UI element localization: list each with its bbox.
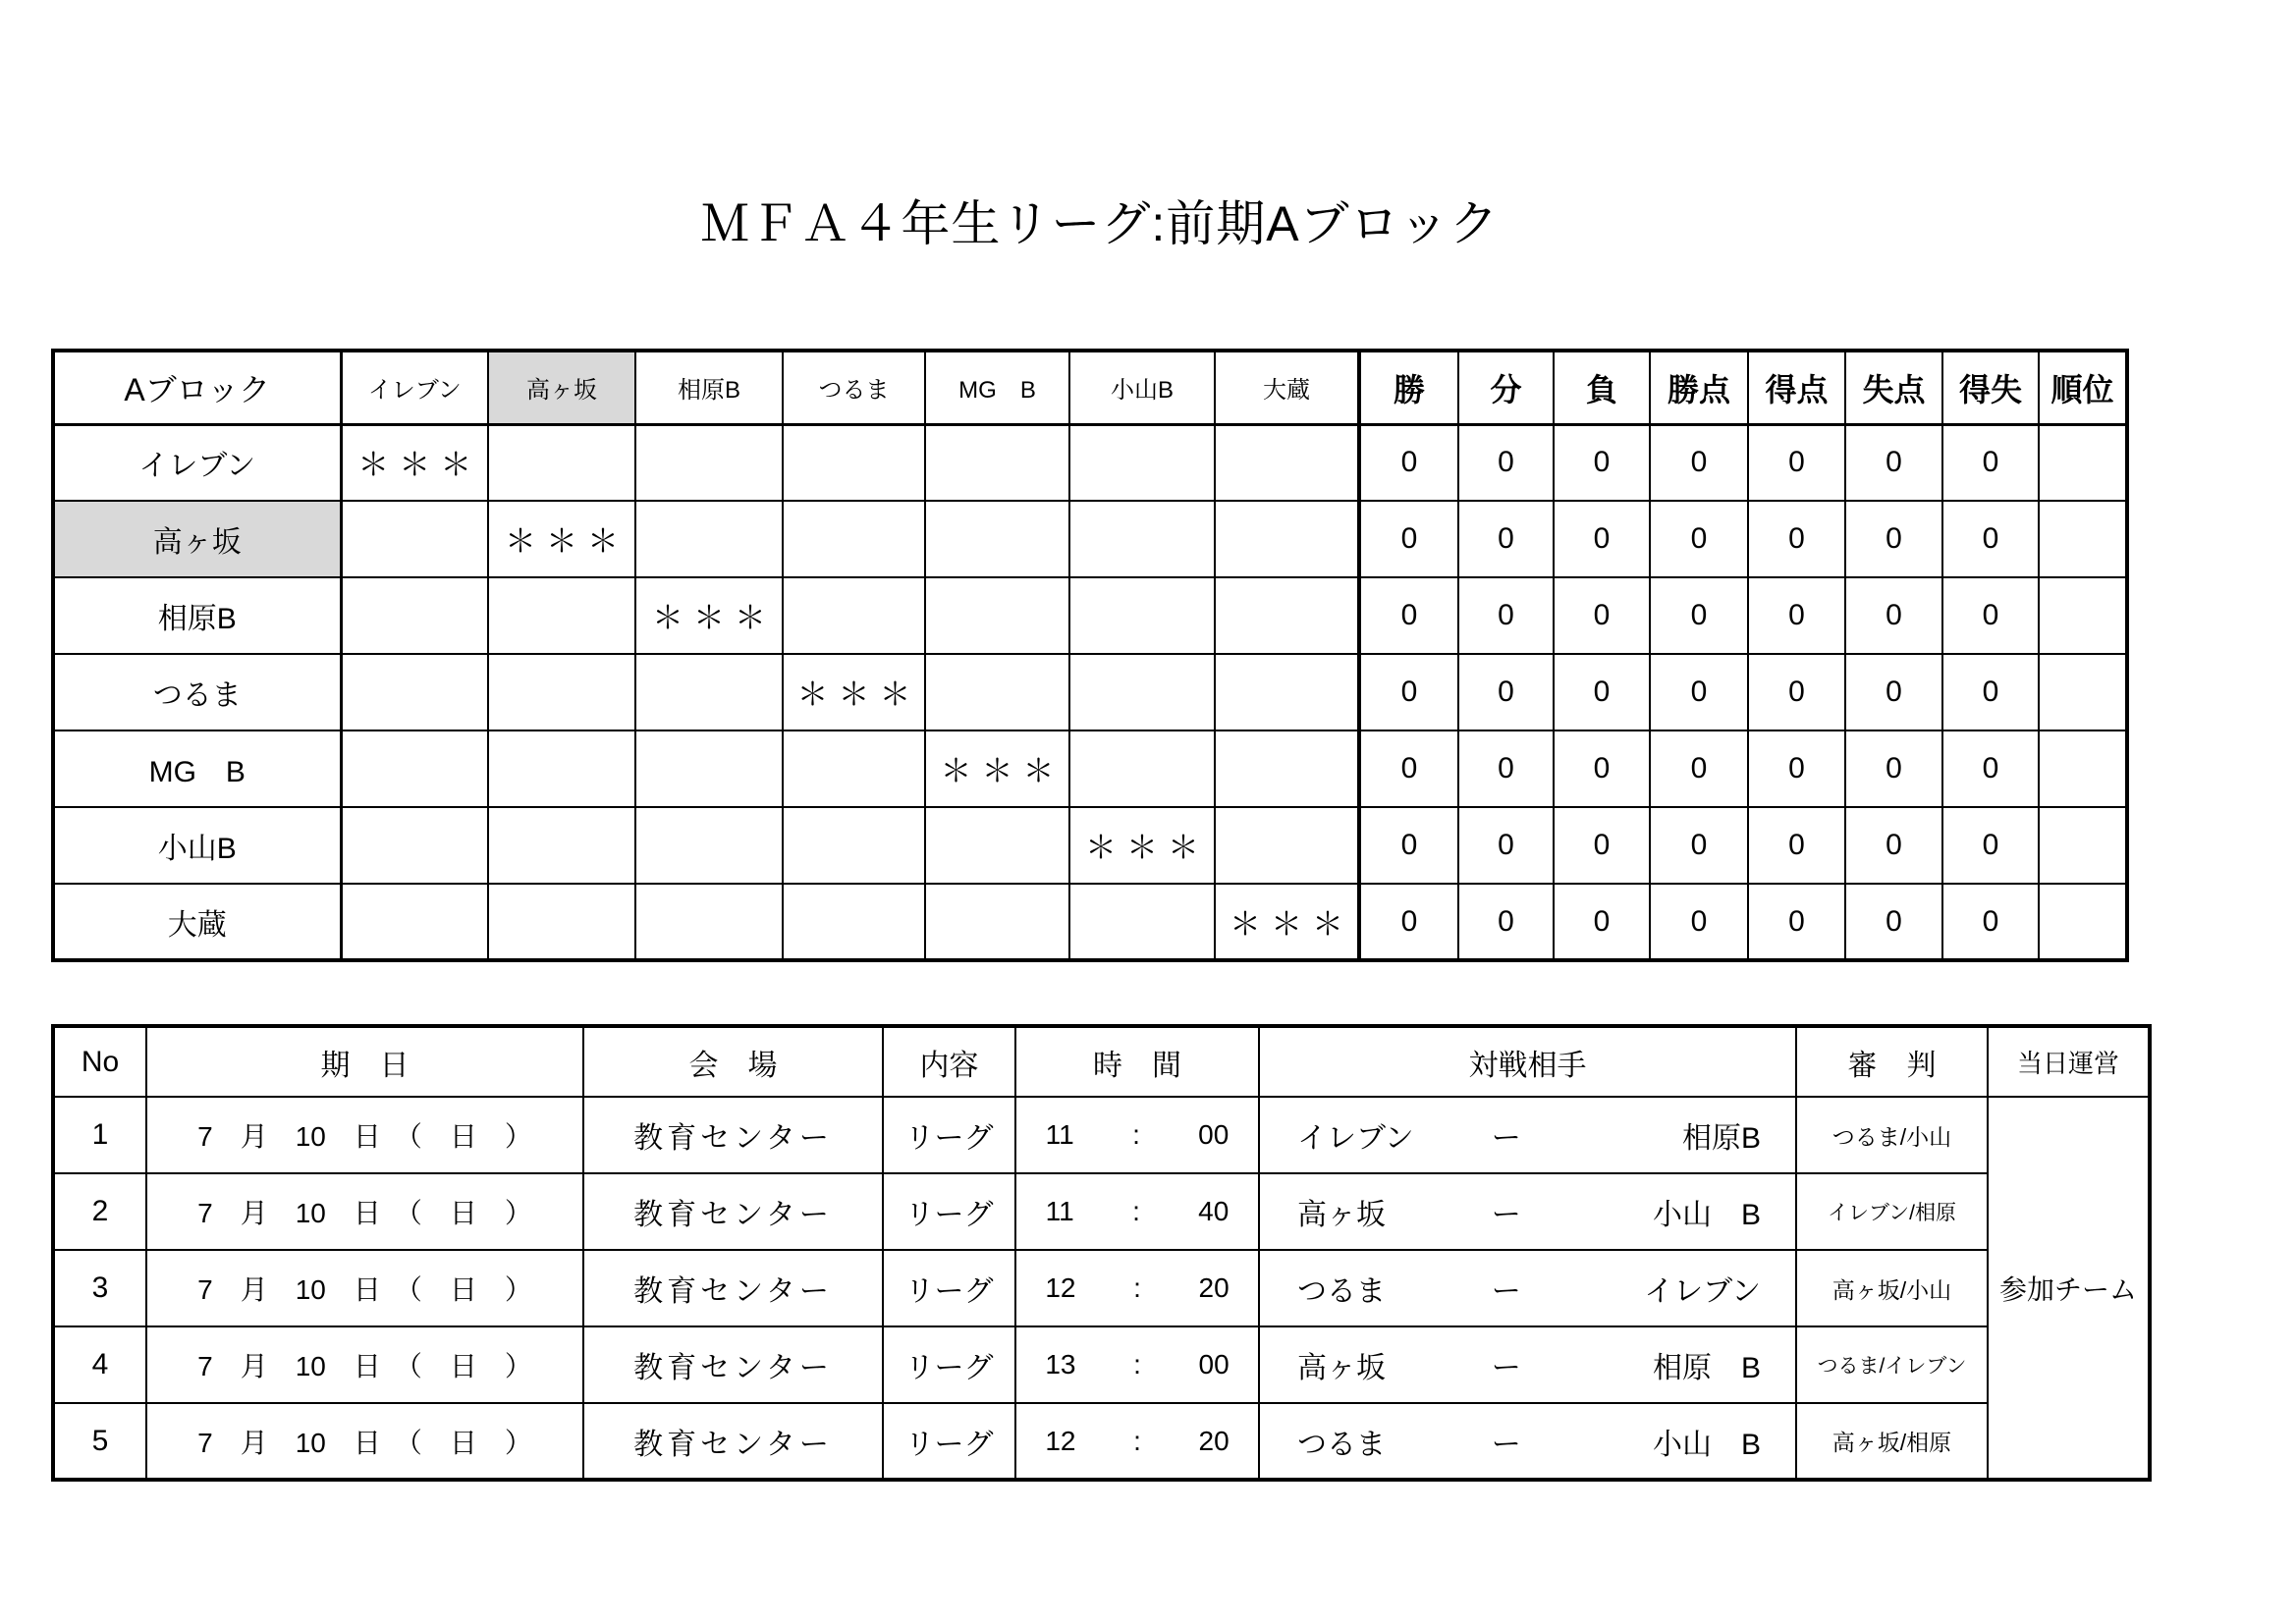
schedule-content-cell: リーグ: [883, 1173, 1015, 1250]
schedule-time-cell: [1015, 1097, 1259, 1173]
result-cell: [925, 577, 1069, 654]
stat-value-cell: 0: [1942, 654, 2039, 730]
home-team: つるま: [1297, 1275, 1386, 1308]
stat-value-cell: 0: [1650, 884, 1748, 960]
result-cell: [341, 807, 488, 884]
stat-value-cell: 0: [1458, 807, 1554, 884]
schedule-header-venue: 会 場: [583, 1026, 883, 1097]
stat-value-cell: 0: [1458, 577, 1554, 654]
time-hour: 11: [1045, 1196, 1074, 1226]
standings-stat-header: 勝: [1359, 351, 1458, 424]
stat-value-cell: 0: [1845, 501, 1942, 577]
result-cell: [1069, 501, 1215, 577]
schedule-content-cell: リーグ: [883, 1250, 1015, 1326]
self-marker-cell: ＊＊＊: [488, 501, 635, 577]
stat-value-cell: 0: [1942, 730, 2039, 807]
schedule-venue-cell: 教育センター: [583, 1250, 883, 1326]
result-cell: [635, 654, 783, 730]
standings-stat-header: 失点: [1845, 351, 1942, 424]
result-cell: [341, 730, 488, 807]
away-team: イレブン: [1644, 1275, 1761, 1308]
standings-stat-header: 勝点: [1650, 351, 1748, 424]
result-cell: [925, 654, 1069, 730]
result-cell: [341, 884, 488, 960]
vs-dash: ー: [1491, 1122, 1521, 1155]
stat-value-cell: 0: [1650, 730, 1748, 807]
standings-opponent-header: MG B: [925, 351, 1069, 424]
time-group: [1016, 1119, 1258, 1151]
schedule-time-cell: [1015, 1326, 1259, 1403]
stat-value-cell: 0: [1650, 501, 1748, 577]
time-minute: 40: [1198, 1196, 1230, 1226]
team-label-cell: 大蔵: [53, 884, 341, 960]
self-marker-cell: ＊＊＊: [925, 730, 1069, 807]
stat-value-cell: 0: [1942, 577, 2039, 654]
schedule-referee-cell: イレブン/相原: [1796, 1173, 1988, 1250]
stat-value-cell: 0: [1554, 730, 1650, 807]
schedule-header-content: 内容: [883, 1026, 1015, 1097]
schedule-header-referee: 審 判: [1796, 1026, 1988, 1097]
result-cell: [488, 577, 635, 654]
schedule-venue-cell: 教育センター: [583, 1173, 883, 1250]
matchup-group: [1260, 1113, 1795, 1157]
standings-row: [53, 424, 2127, 501]
schedule-opponents-cell: [1259, 1173, 1796, 1250]
standings-row: [53, 730, 2127, 807]
time-separator: :: [1132, 1196, 1140, 1226]
stat-value-cell: 0: [1554, 577, 1650, 654]
schedule-date-cell: 7 月 10 日 （ 日 ）: [146, 1097, 583, 1173]
stat-value-cell: 0: [1748, 730, 1845, 807]
result-cell: [1069, 577, 1215, 654]
result-cell: [488, 654, 635, 730]
stat-value-cell: 0: [1359, 424, 1458, 501]
time-group: [1016, 1349, 1258, 1380]
result-cell: [488, 884, 635, 960]
matchup-group: [1260, 1420, 1795, 1463]
schedule-referee-cell: 高ヶ坂/相原: [1796, 1403, 1988, 1480]
stat-value-cell: 0: [1845, 424, 1942, 501]
team-label-cell: 小山B: [53, 807, 341, 884]
stat-value-cell: 0: [1748, 501, 1845, 577]
self-marker-cell: ＊＊＊: [1215, 884, 1359, 960]
team-label-cell: MG B: [53, 730, 341, 807]
result-cell: [341, 577, 488, 654]
result-cell: [488, 807, 635, 884]
standings-stat-header: 得点: [1748, 351, 1845, 424]
stat-value-cell: 0: [1748, 807, 1845, 884]
schedule-no-cell: 3: [53, 1250, 146, 1326]
schedule-venue-cell: 教育センター: [583, 1326, 883, 1403]
stat-value-cell: 0: [1748, 424, 1845, 501]
stat-value-cell: 0: [1650, 424, 1748, 501]
result-cell: [783, 424, 925, 501]
schedule-referee-cell: つるま/小山: [1796, 1097, 1988, 1173]
schedule-row: [53, 1403, 2150, 1480]
result-cell: [925, 424, 1069, 501]
rank-cell: [2039, 884, 2127, 960]
time-hour: 12: [1045, 1272, 1076, 1303]
time-hour: 12: [1045, 1425, 1076, 1456]
result-cell: [1215, 424, 1359, 501]
schedule-no-cell: 5: [53, 1403, 146, 1480]
stat-value-cell: 0: [1554, 884, 1650, 960]
away-team: 相原B: [1681, 1122, 1761, 1155]
stat-value-cell: 0: [1554, 424, 1650, 501]
stat-value-cell: 0: [1748, 884, 1845, 960]
stat-value-cell: 0: [1942, 884, 2039, 960]
matchup-group: [1260, 1343, 1795, 1386]
schedule-no-cell: 1: [53, 1097, 146, 1173]
time-hour: 13: [1045, 1349, 1076, 1380]
result-cell: [783, 807, 925, 884]
schedule-content-cell: リーグ: [883, 1326, 1015, 1403]
result-cell: [1069, 424, 1215, 501]
schedule-time-cell: [1015, 1403, 1259, 1480]
time-minute: 00: [1198, 1349, 1230, 1380]
stat-value-cell: 0: [1748, 577, 1845, 654]
schedule-no-cell: 4: [53, 1326, 146, 1403]
result-cell: [783, 501, 925, 577]
standings-opponent-header: 大蔵: [1215, 351, 1359, 424]
result-cell: [1069, 884, 1215, 960]
stat-value-cell: 0: [1458, 501, 1554, 577]
vs-dash: ー: [1491, 1352, 1521, 1384]
stat-value-cell: 0: [1845, 730, 1942, 807]
standings-opponent-header: 高ヶ坂: [488, 351, 635, 424]
vs-dash: ー: [1491, 1199, 1521, 1231]
schedule-date-cell: 7 月 10 日 （ 日 ）: [146, 1250, 583, 1326]
stat-value-cell: 0: [1554, 501, 1650, 577]
schedule-header-date: 期 日: [146, 1026, 583, 1097]
result-cell: [783, 884, 925, 960]
time-separator: :: [1133, 1425, 1141, 1456]
home-team: 高ヶ坂: [1297, 1199, 1386, 1231]
standings-row: [53, 577, 2127, 654]
stat-value-cell: 0: [1359, 884, 1458, 960]
result-cell: [1215, 654, 1359, 730]
self-marker-cell: ＊＊＊: [783, 654, 925, 730]
stat-value-cell: 0: [1359, 577, 1458, 654]
result-cell: [925, 807, 1069, 884]
result-cell: [925, 884, 1069, 960]
result-cell: [1069, 730, 1215, 807]
rank-cell: [2039, 424, 2127, 501]
stat-value-cell: 0: [1748, 654, 1845, 730]
stat-value-cell: 0: [1845, 577, 1942, 654]
result-cell: [783, 577, 925, 654]
result-cell: [1215, 577, 1359, 654]
schedule-content-cell: リーグ: [883, 1097, 1015, 1173]
stat-value-cell: 0: [1458, 730, 1554, 807]
home-team: イレブン: [1297, 1122, 1414, 1155]
standings-opponent-header: 相原B: [635, 351, 783, 424]
result-cell: [783, 730, 925, 807]
stat-value-cell: 0: [1650, 654, 1748, 730]
team-label-cell: イレブン: [53, 424, 341, 501]
time-separator: :: [1133, 1349, 1141, 1380]
schedule-referee-cell: つるま/イレブン: [1796, 1326, 1988, 1403]
result-cell: [925, 501, 1069, 577]
schedule-table: [51, 1024, 2152, 1482]
matchup-group: [1260, 1190, 1795, 1233]
schedule-referee-cell: 高ヶ坂/小山: [1796, 1250, 1988, 1326]
schedule-row: [53, 1173, 2150, 1250]
time-separator: :: [1133, 1272, 1141, 1303]
result-cell: [635, 884, 783, 960]
stat-value-cell: 0: [1359, 807, 1458, 884]
result-cell: [488, 424, 635, 501]
result-cell: [1069, 654, 1215, 730]
stat-value-cell: 0: [1554, 807, 1650, 884]
standings-row: [53, 501, 2127, 577]
matchup-group: [1260, 1267, 1795, 1310]
standings-row: [53, 807, 2127, 884]
stat-value-cell: 0: [1845, 654, 1942, 730]
result-cell: [341, 501, 488, 577]
rank-cell: [2039, 501, 2127, 577]
schedule-header-time: 時 間: [1015, 1026, 1259, 1097]
away-team: 小山 B: [1652, 1199, 1761, 1231]
stat-value-cell: 0: [1650, 807, 1748, 884]
stat-value-cell: 0: [1359, 654, 1458, 730]
schedule-operation-cell: 参加チーム: [1988, 1097, 2150, 1480]
schedule-row: [53, 1250, 2150, 1326]
stat-value-cell: 0: [1942, 424, 2039, 501]
result-cell: [341, 654, 488, 730]
schedule-row: [53, 1326, 2150, 1403]
schedule-content-cell: リーグ: [883, 1403, 1015, 1480]
schedule-row: [53, 1097, 2150, 1173]
result-cell: [1215, 501, 1359, 577]
standings-header-row: [53, 351, 2127, 424]
self-marker-cell: ＊＊＊: [1069, 807, 1215, 884]
standings-stat-header: 順位: [2039, 351, 2127, 424]
schedule-header-opponents: 対戦相手: [1259, 1026, 1796, 1097]
result-cell: [635, 424, 783, 501]
standings-opponent-header: つるま: [783, 351, 925, 424]
home-team: 高ヶ坂: [1297, 1352, 1386, 1384]
stat-value-cell: 0: [1845, 807, 1942, 884]
self-marker-cell: ＊＊＊: [341, 424, 488, 501]
away-team: 小山 B: [1652, 1428, 1761, 1461]
schedule-header-operation: 当日運営: [1988, 1026, 2150, 1097]
result-cell: [635, 501, 783, 577]
schedule-opponents-cell: [1259, 1403, 1796, 1480]
schedule-date-cell: 7 月 10 日 （ 日 ）: [146, 1326, 583, 1403]
time-group: [1016, 1272, 1258, 1304]
schedule-opponents-cell: [1259, 1326, 1796, 1403]
time-separator: :: [1132, 1119, 1140, 1150]
schedule-header-row: [53, 1026, 2150, 1097]
stat-value-cell: 0: [1650, 577, 1748, 654]
rank-cell: [2039, 730, 2127, 807]
standings-stat-header: 負: [1554, 351, 1650, 424]
schedule-date-cell: 7 月 10 日 （ 日 ）: [146, 1403, 583, 1480]
stat-value-cell: 0: [1359, 501, 1458, 577]
stat-value-cell: 0: [1458, 654, 1554, 730]
team-label-cell: つるま: [53, 654, 341, 730]
schedule-opponents-cell: [1259, 1097, 1796, 1173]
rank-cell: [2039, 807, 2127, 884]
standings-row: [53, 654, 2127, 730]
result-cell: [488, 730, 635, 807]
vs-dash: ー: [1491, 1275, 1521, 1308]
home-team: つるま: [1297, 1428, 1386, 1461]
standings-table: [51, 349, 2129, 962]
standings-corner-cell: Aブロック: [53, 351, 341, 424]
schedule-opponents-cell: [1259, 1250, 1796, 1326]
vs-dash: ー: [1491, 1428, 1521, 1461]
stat-value-cell: 0: [1942, 807, 2039, 884]
schedule-time-cell: [1015, 1173, 1259, 1250]
schedule-venue-cell: 教育センター: [583, 1097, 883, 1173]
rank-cell: [2039, 654, 2127, 730]
standings-stat-header: 分: [1458, 351, 1554, 424]
away-team: 相原 B: [1652, 1352, 1761, 1384]
standings-row: [53, 884, 2127, 960]
stat-value-cell: 0: [1458, 424, 1554, 501]
stat-value-cell: 0: [1942, 501, 2039, 577]
time-group: [1016, 1196, 1258, 1227]
stat-value-cell: 0: [1458, 884, 1554, 960]
stat-value-cell: 0: [1359, 730, 1458, 807]
self-marker-cell: ＊＊＊: [635, 577, 783, 654]
result-cell: [635, 730, 783, 807]
schedule-time-cell: [1015, 1250, 1259, 1326]
schedule-venue-cell: 教育センター: [583, 1403, 883, 1480]
stat-value-cell: 0: [1845, 884, 1942, 960]
stat-value-cell: 0: [1554, 654, 1650, 730]
standings-opponent-header: 小山B: [1069, 351, 1215, 424]
result-cell: [1215, 730, 1359, 807]
time-minute: 20: [1198, 1272, 1230, 1303]
time-minute: 00: [1198, 1119, 1230, 1150]
standings-opponent-header: イレブン: [341, 351, 488, 424]
result-cell: [1215, 807, 1359, 884]
time-minute: 20: [1198, 1425, 1230, 1456]
standings-stat-header: 得失: [1942, 351, 2039, 424]
page-title: ＭＦＡ４年生リーグ:前期Aブロック: [700, 196, 1500, 251]
team-label-cell: 高ヶ坂: [53, 501, 341, 577]
result-cell: [635, 807, 783, 884]
team-label-cell: 相原B: [53, 577, 341, 654]
time-group: [1016, 1426, 1258, 1457]
schedule-no-cell: 2: [53, 1173, 146, 1250]
time-hour: 11: [1045, 1119, 1074, 1150]
rank-cell: [2039, 577, 2127, 654]
schedule-header-no: No: [53, 1026, 146, 1097]
schedule-date-cell: 7 月 10 日 （ 日 ）: [146, 1173, 583, 1250]
